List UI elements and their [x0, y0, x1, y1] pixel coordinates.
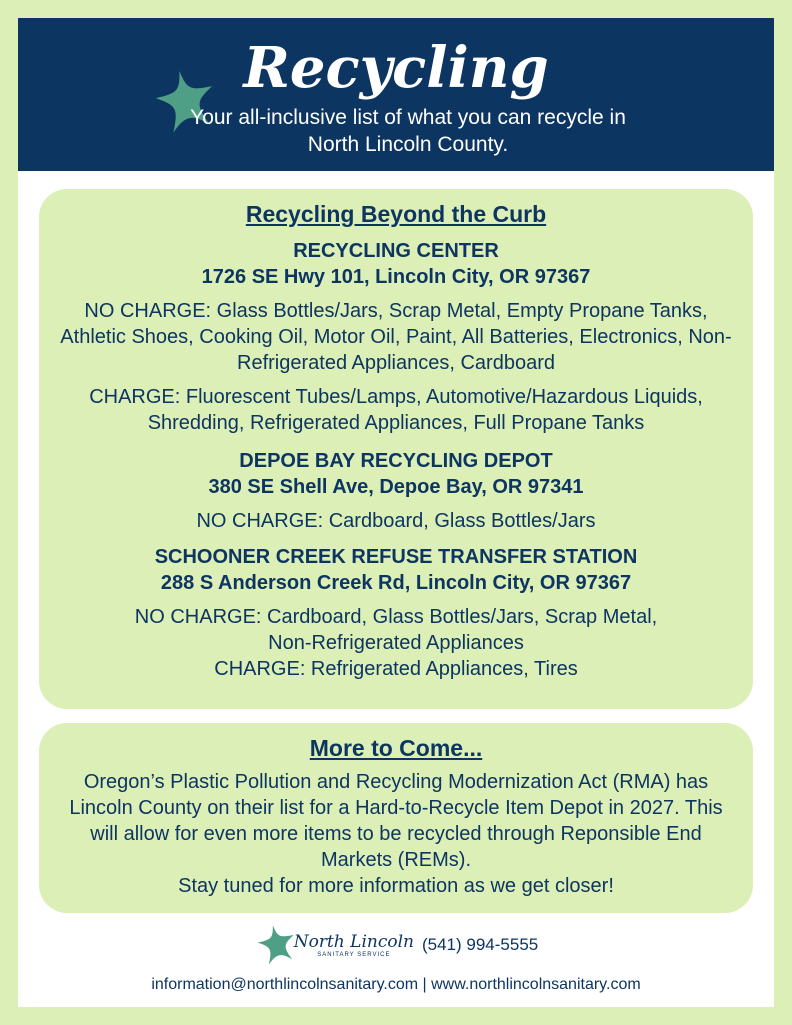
location-name: RECYCLING CENTER [293, 240, 499, 262]
charge-list: CHARGE: Refrigerated Appliances, Tires [214, 658, 578, 680]
location-recycling-center [39, 238, 753, 436]
charge-list: CHARGE: Fluorescent Tubes/Lamps, Automotive/Hazardous Liquids, Shredding, Refrigerated Appliances, Full Propane Tanks [89, 386, 703, 434]
page-title: Recycling [243, 35, 549, 101]
location-name: SCHOONER CREEK REFUSE TRANSFER STATION [154, 546, 638, 568]
logo-subtitle: SANITARY SERVICE [317, 952, 391, 958]
location-address: 1726 SE Hwy 101, Lincoln City, OR 97367 [201, 266, 591, 288]
phone-number: (541) 994-5555 [421, 935, 539, 954]
location-address: 380 SE Shell Ave, Depoe Bay, OR 97341 [208, 476, 584, 498]
location-address: 288 S Anderson Creek Rd, Lincoln City, OR 97367 [160, 572, 632, 594]
location-name: DEPOE BAY RECYCLING DEPOT [239, 450, 553, 472]
footer [18, 920, 774, 996]
location-schooner-creek [39, 544, 753, 682]
beyond-curb-heading: Recycling Beyond the Curb [245, 201, 547, 227]
page-subtitle: Your all-inclusive list of what you can recycle in North Lincoln County. [190, 106, 626, 156]
contact-line: information@northlincolnsanitary.com | www.northlincolnsanitary.com [151, 976, 641, 993]
no-charge-list: NO CHARGE: Glass Bottles/Jars, Scrap Metal, Empty Propane Tanks, Athletic Shoes, Cooking Oil, Motor Oil, Paint, All Batteries, Electronics, Non-Refrigerated Appliances, Cardboard [60, 300, 732, 374]
flyer-page [18, 18, 774, 1007]
logo-name: North Lincoln [293, 932, 414, 952]
location-depoe-bay [39, 448, 753, 534]
company-logo [254, 922, 414, 968]
more-to-come-heading: More to Come... [309, 735, 483, 761]
more-to-come-closing: Stay tuned for more information as we get closer! [178, 875, 614, 897]
no-charge-list: NO CHARGE: Cardboard, Glass Bottles/Jars, Scrap Metal, Non-Refrigerated Appliances [134, 606, 658, 654]
header-banner [18, 18, 774, 171]
beyond-curb-card [39, 189, 753, 709]
more-to-come-card [39, 723, 753, 913]
no-charge-list: NO CHARGE: Cardboard, Glass Bottles/Jars [196, 510, 596, 532]
more-to-come-body: Oregon’s Plastic Pollution and Recycling Modernization Act (RMA) has Lincoln County on their list for a Hard-to-Recycle Item Depot in 2027. This will allow for even more items to be recycled through Reponsible End Markets (REMs). [69, 771, 723, 871]
